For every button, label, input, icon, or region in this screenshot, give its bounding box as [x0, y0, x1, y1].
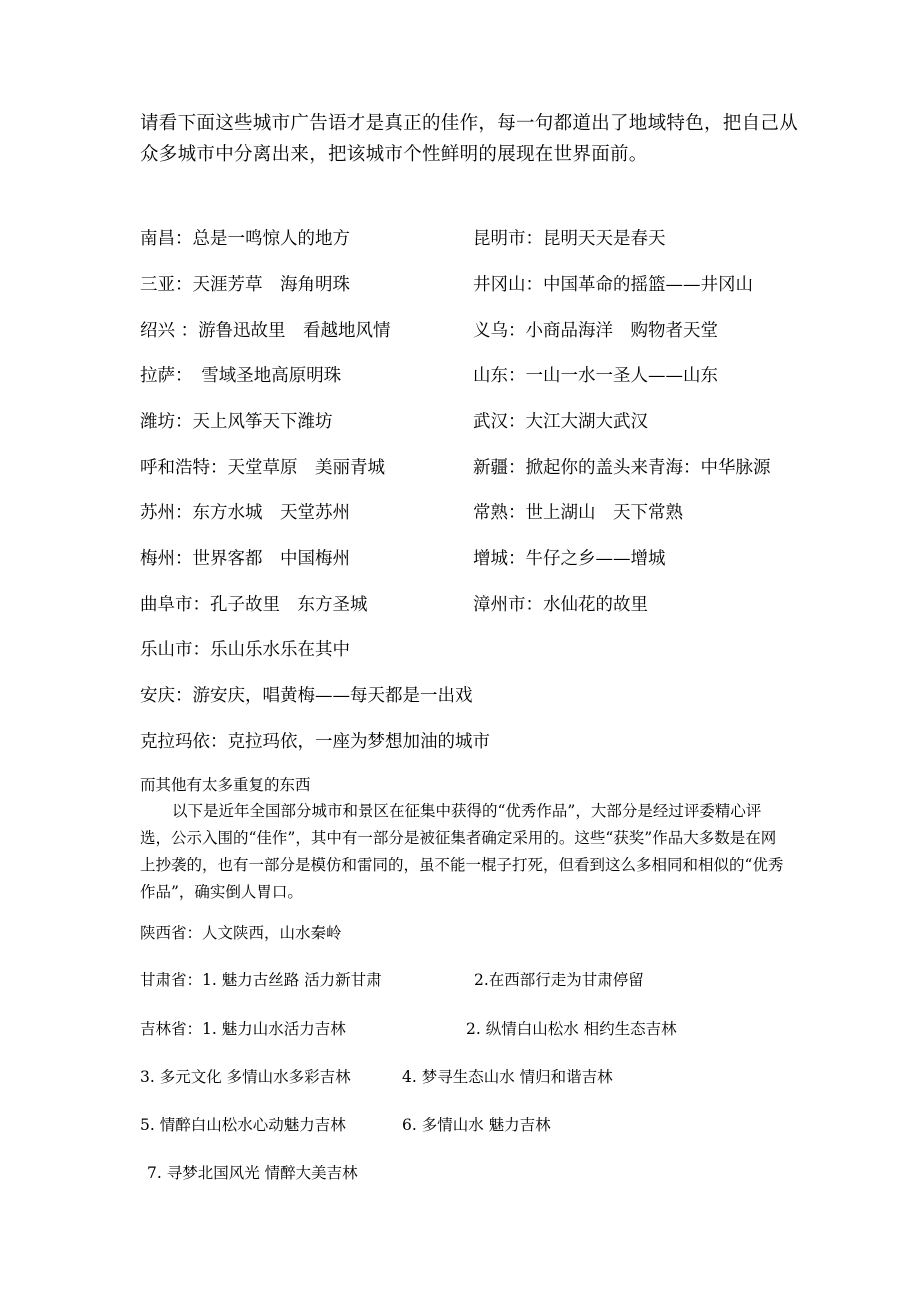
slogan-left: 梅州：世界客都 中国梅州: [140, 549, 350, 569]
slogan-right: 义乌：小商品海洋 购物者天堂: [473, 321, 718, 341]
slogan-single: 安庆：游安庆，唱黄梅——每天都是一出戏: [140, 686, 473, 706]
slogan-single: 乐山市：乐山乐水乐在其中: [140, 640, 350, 660]
slogan-left: 曲阜市：孔子故里 东方圣城: [140, 595, 368, 615]
gansu-slogan-1: 甘肃省：1. 魅力古丝路 活力新甘肃: [140, 971, 382, 989]
jilin-slogan-4: 4. 梦寻生态山水 情归和谐吉林: [402, 1068, 613, 1086]
slogan-right: 山东：一山一水一圣人——山东: [473, 366, 718, 386]
jilin-slogan-6: 6. 多情山水 魅力吉林: [402, 1116, 551, 1134]
slogan-right: 井冈山：中国革命的摇篮——井冈山: [473, 275, 753, 295]
slogan-right: 武汉：大江大湖大武汉: [473, 412, 648, 432]
jilin-slogan-3: 3. 多元文化 多情山水多彩吉林: [140, 1068, 351, 1086]
slogan-right: 漳州市：水仙花的故里: [473, 595, 648, 615]
slogan-row: [140, 590, 820, 620]
slogan-row: [140, 544, 820, 574]
gansu-slogan-2: 2.在西部行走为甘肃停留: [474, 971, 644, 989]
slogan-row: [140, 270, 820, 300]
jilin-slogan-1: 吉林省：1. 魅力山水活力吉林: [140, 1020, 346, 1038]
slogan-left: 苏州：东方水城 天堂苏州: [140, 503, 350, 523]
slogan-left: 呼和浩特：天堂草原 美丽青城: [140, 458, 385, 478]
slogan-right: 新疆：掀起你的盖头来青海：中华脉源: [473, 458, 771, 478]
jilin-slogan-2: 2. 纵情白山松水 相约生态吉林: [466, 1020, 677, 1038]
slogan-row: [140, 407, 820, 437]
jilin-slogan-5: 5. 情醉白山松水心动魅力吉林: [140, 1116, 346, 1134]
slogan-row: [140, 361, 820, 391]
slogan-right: 昆明市：昆明天天是春天: [473, 229, 666, 249]
slogan-right: 常熟：世上湖山 天下常熟: [473, 503, 683, 523]
jilin-slogan-7: 7. 寻梦北国风光 情醉大美吉林: [147, 1164, 358, 1182]
transition-line: 而其他有太多重复的东西: [140, 776, 311, 794]
slogan-left: 南昌：总是一鸣惊人的地方: [140, 229, 350, 249]
slogan-left: 三亚：天涯芳草 海角明珠: [140, 275, 350, 295]
slogan-single: 克拉玛依：克拉玛依，一座为梦想加油的城市: [140, 732, 490, 752]
slogan-row: [140, 316, 820, 346]
slogan-left: 潍坊：天上风筝天下潍坊: [140, 412, 333, 432]
critique-paragraph: 以下是近年全国部分城市和景区在征集中获得的“优秀作品”，大部分是经过评委精心评选，公示入围的“佳作”，其中有一部分是被征集者确定采用的。这些“获奖”作品大多数是在网上抄袭的，也有一部分是模仿和雷同的，虽不能一棍子打死，但看到这么多相同和相似的“优秀作品”，确实倒人胃口。: [140, 802, 784, 901]
intro-paragraph: 请看下面这些城市广告语才是真正的佳作，每一句都道出了地域特色，把自己从众多城市中分离出来，把该城市个性鲜明的展现在世界面前。: [140, 113, 799, 165]
slogan-right: 增城：牛仔之乡——增城: [473, 549, 666, 569]
slogan-left: 拉萨： 雪域圣地高原明珠: [140, 366, 342, 386]
slogan-left: 绍兴 ：游鲁迅故里 看越地风情: [140, 321, 391, 341]
slogan-row: [140, 498, 820, 528]
shaanxi-slogan: 陕西省：人文陕西，山水秦岭: [140, 924, 342, 942]
slogan-row: [140, 453, 820, 483]
slogan-row: [140, 224, 820, 254]
